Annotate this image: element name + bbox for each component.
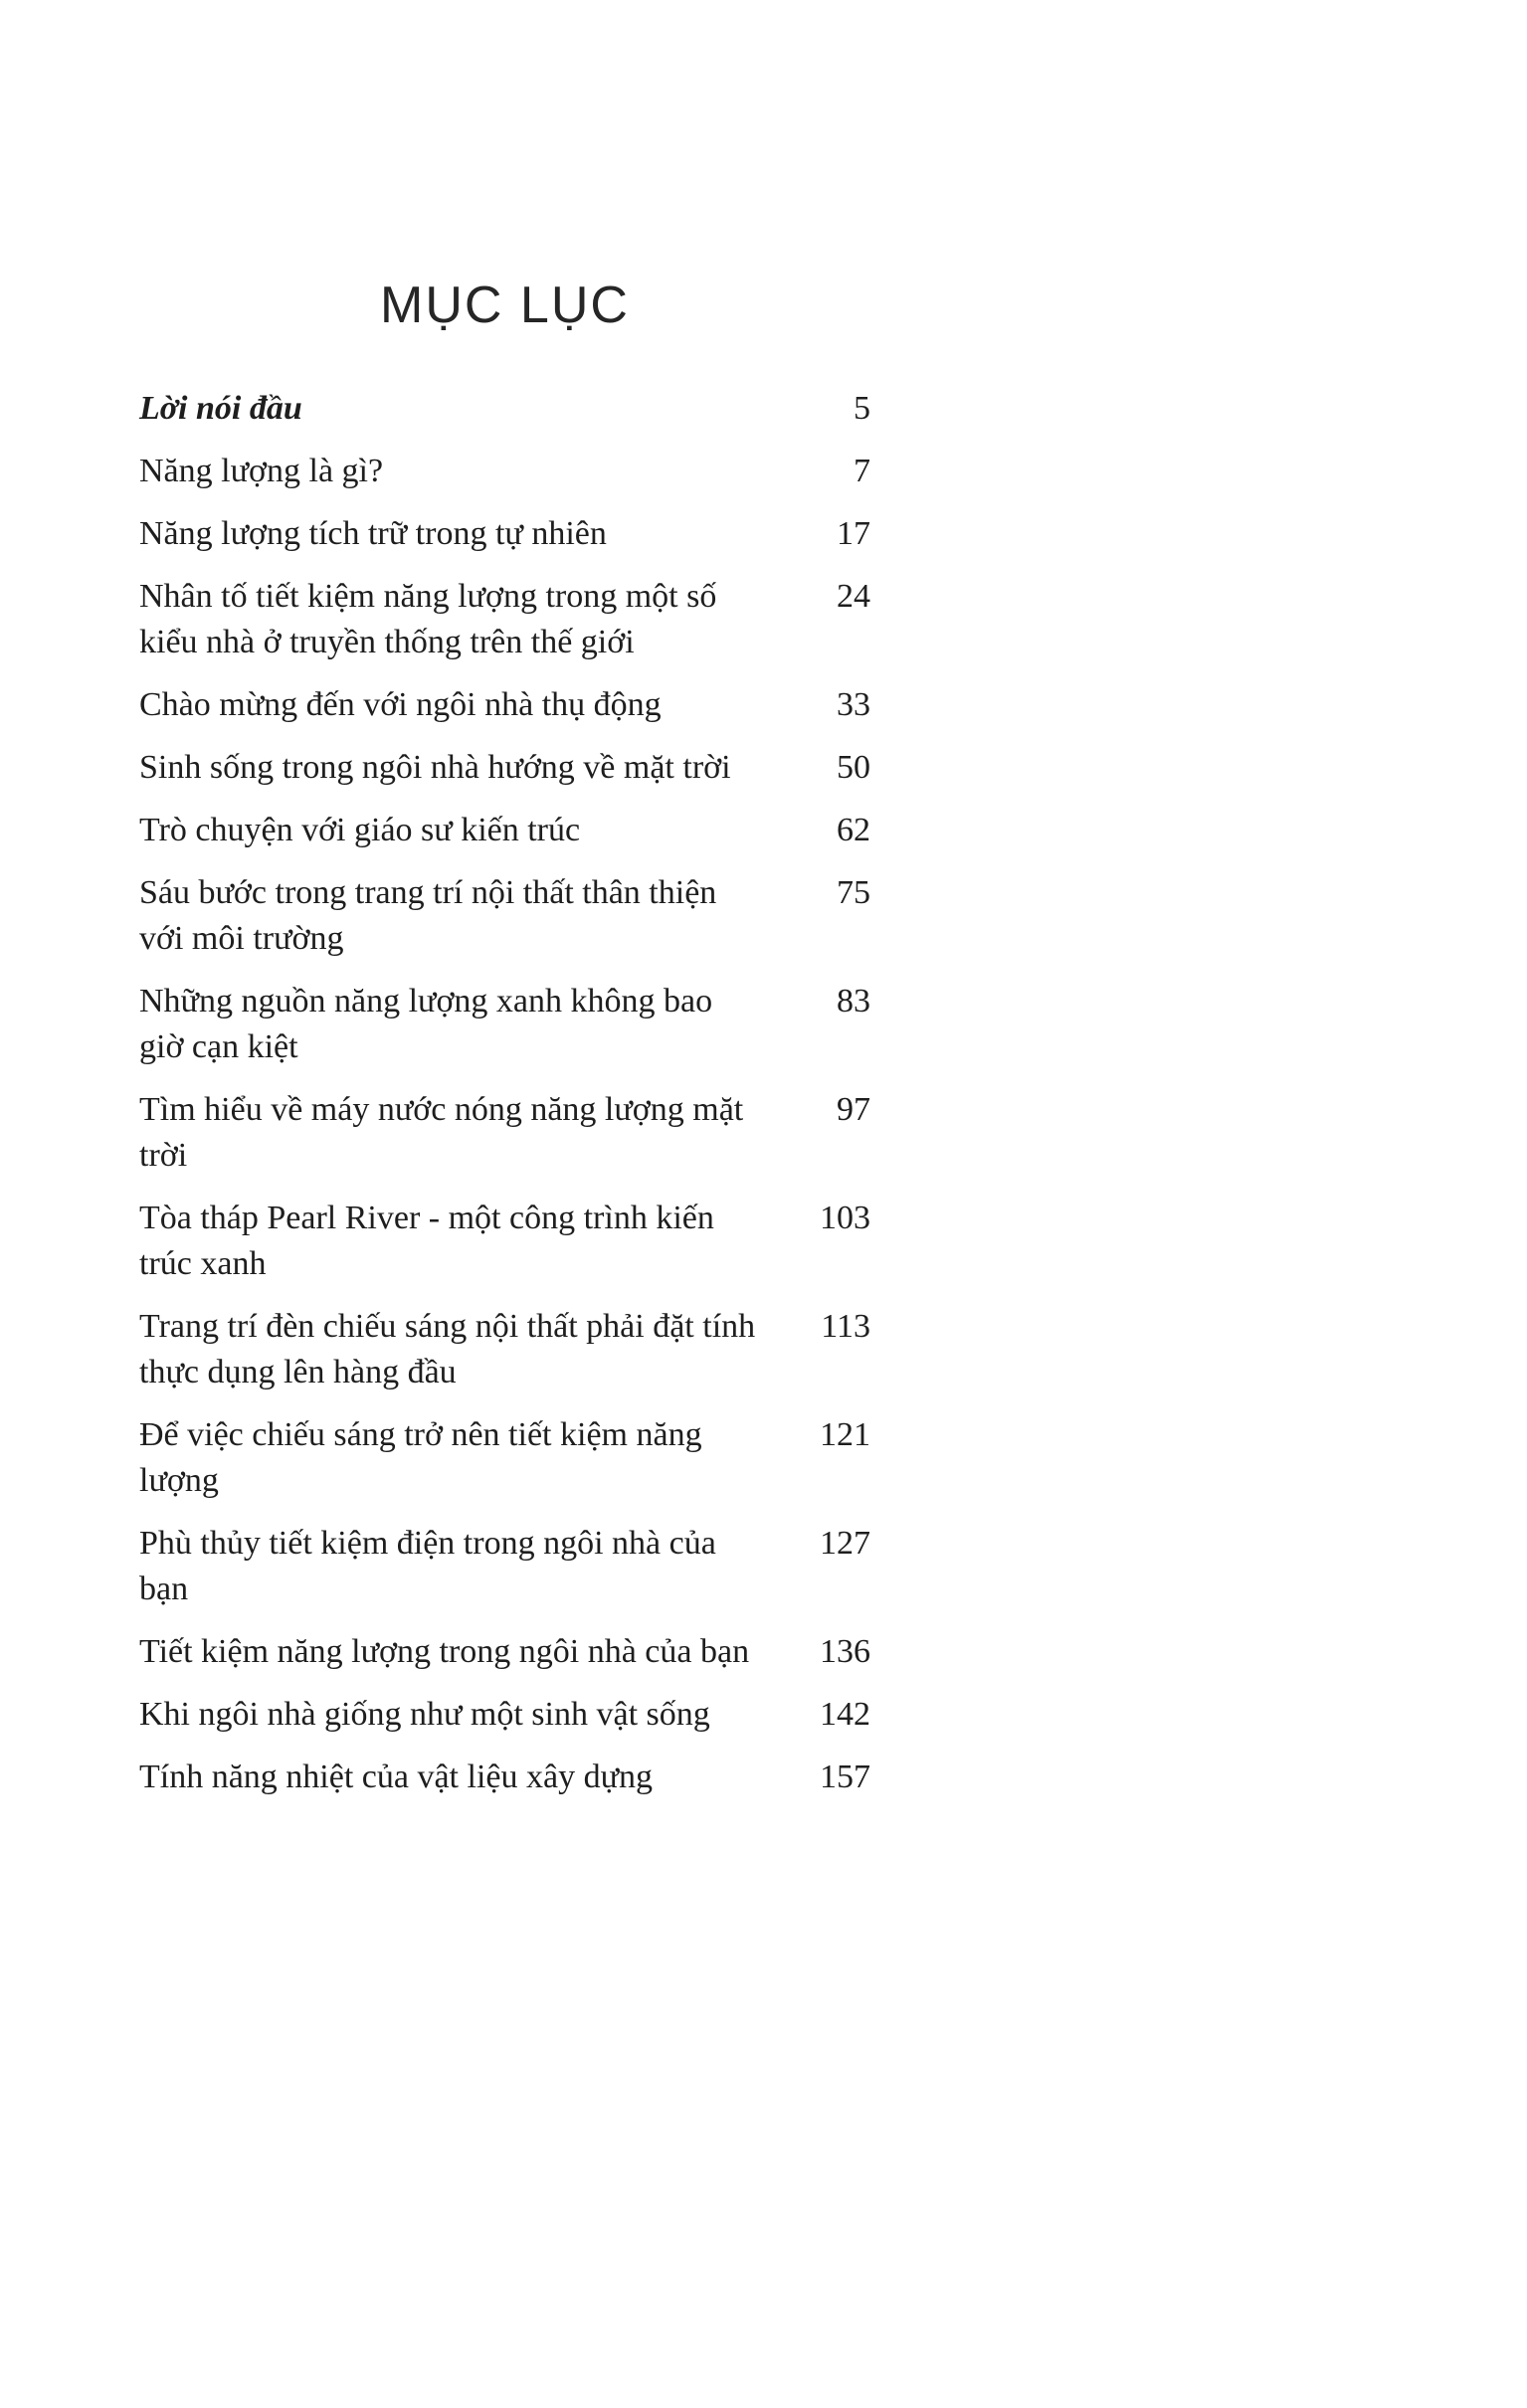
toc-entry <box>139 511 870 557</box>
toc-entry-label: Để việc chiếu sáng trở nên tiết kiệm năng lượng <box>139 1416 702 1499</box>
toc-entry-page: 7 <box>854 453 870 489</box>
toc-entry <box>139 1412 870 1504</box>
toc-entry-page: 121 <box>820 1416 870 1453</box>
toc-entry-label: Trò chuyện với giáo sư kiến trúc <box>139 812 581 848</box>
toc-entry <box>139 1755 870 1800</box>
toc-entry <box>139 745 870 791</box>
toc-entry-page: 83 <box>837 983 870 1019</box>
toc-entry-page: 136 <box>820 1633 870 1670</box>
toc-entry-label: Tính năng nhiệt của vật liệu xây dựng <box>139 1759 654 1795</box>
toc-entry-page: 75 <box>837 874 870 911</box>
toc-entry-label: Tòa tháp Pearl River - một công trình kiến trúc xanh <box>139 1200 714 1282</box>
toc-entry <box>139 574 870 665</box>
toc-entry <box>139 808 870 853</box>
toc-entry <box>139 449 870 494</box>
toc-entry-label: Năng lượng là gì? <box>139 453 384 489</box>
toc-entry-page: 62 <box>837 812 870 848</box>
page-title: MỤC LỤC <box>380 277 630 334</box>
toc-entry <box>139 1521 870 1612</box>
toc-entry <box>139 1087 870 1179</box>
toc-entry-page: 50 <box>837 749 870 786</box>
toc-entry <box>139 1304 870 1395</box>
toc-entry-label: Sáu bước trong trang trí nội thất thân thiện với môi trường <box>139 874 717 957</box>
toc-entry-page: 17 <box>837 515 870 552</box>
toc-entry-page: 142 <box>820 1696 870 1733</box>
toc-entry-page: 113 <box>821 1308 870 1345</box>
toc-entry-page: 24 <box>837 578 870 615</box>
toc-entry-label: Chào mừng đến với ngôi nhà thụ động <box>139 686 662 723</box>
toc-entry-label: Sinh sống trong ngôi nhà hướng về mặt trời <box>139 749 731 786</box>
toc-entry-page: 33 <box>837 686 870 723</box>
toc-list <box>139 386 870 1800</box>
toc-entry-page: 157 <box>820 1759 870 1795</box>
toc-entry-label: Trang trí đèn chiếu sáng nội thất phải đặt tính thực dụng lên hàng đầu <box>139 1308 756 1390</box>
toc-content <box>139 0 870 1817</box>
toc-entry-label: Nhân tố tiết kiệm năng lượng trong một số kiểu nhà ở truyền thống trên thế giới <box>139 578 717 660</box>
toc-entry <box>139 1629 870 1675</box>
toc-entry <box>139 1692 870 1738</box>
toc-entry-label: Tiết kiệm năng lượng trong ngôi nhà của bạn <box>139 1633 750 1670</box>
toc-entry-page: 97 <box>837 1091 870 1128</box>
toc-entry <box>139 979 870 1070</box>
toc-entry <box>139 386 870 432</box>
toc-entry-page: 103 <box>820 1200 870 1236</box>
toc-entry-label: Năng lượng tích trữ trong tự nhiên <box>139 515 607 552</box>
toc-entry-label: Tìm hiểu về máy nước nóng năng lượng mặt trời <box>139 1091 744 1174</box>
toc-entry <box>139 682 870 728</box>
toc-entry-label: Những nguồn năng lượng xanh không bao giờ cạn kiệt <box>139 983 713 1065</box>
toc-entry-page: 127 <box>820 1525 870 1562</box>
toc-entry-page: 5 <box>854 390 870 427</box>
toc-entry <box>139 870 870 962</box>
toc-entry <box>139 1196 870 1287</box>
toc-entry-label: Khi ngôi nhà giống như một sinh vật sống <box>139 1696 710 1733</box>
toc-entry-label: Lời nói đầu <box>139 390 302 427</box>
toc-entry-label: Phù thủy tiết kiệm điện trong ngôi nhà của bạn <box>139 1525 716 1607</box>
